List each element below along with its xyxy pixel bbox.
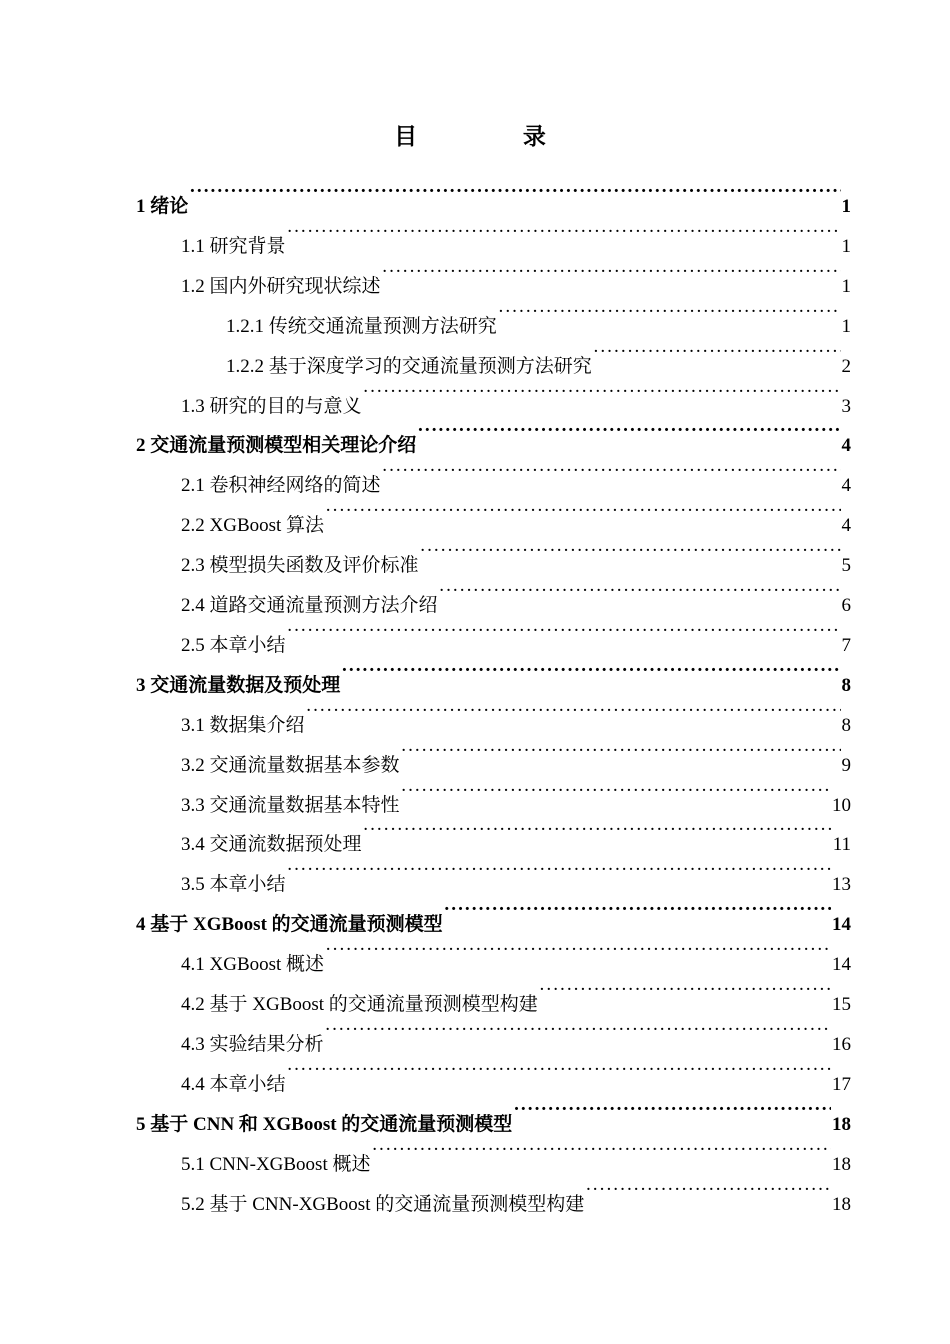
toc-section-entry[interactable] xyxy=(181,930,851,976)
toc-entry-page: 10 xyxy=(832,794,851,816)
toc-entry-label: 3.2 交通流量数据基本参数 xyxy=(181,754,400,776)
toc-entry-label: 2.4 道路交通流量预测方法介绍 xyxy=(181,595,438,616)
toc-leader-dots xyxy=(287,611,841,651)
toc-leader-dots xyxy=(325,491,840,531)
toc-leader-dots xyxy=(444,890,831,930)
toc-leader-dots xyxy=(325,930,831,970)
toc-entry-label: 3.1 数据集介绍 xyxy=(181,714,305,736)
toc-section-entry[interactable] xyxy=(181,970,851,1015)
toc-entry-label: 3.3 交通流量数据基本特性 xyxy=(181,794,400,816)
toc-section-entry[interactable] xyxy=(181,611,851,656)
toc-entry-page: 18 xyxy=(832,1113,851,1135)
toc-leader-dots xyxy=(341,651,840,691)
toc-leader-dots xyxy=(593,332,841,372)
toc-entry-label: 4 基于 XGBoost 的交通流量预测模型 xyxy=(136,914,443,936)
toc-leader-dots xyxy=(420,531,841,571)
toc-entry-page: 9 xyxy=(841,754,851,776)
toc-leader-dots xyxy=(363,810,832,850)
toc-section-entry[interactable] xyxy=(181,691,851,736)
toc-leader-dots xyxy=(539,970,831,1010)
toc-leader-dots xyxy=(382,451,841,491)
toc-leader-dots xyxy=(585,1170,831,1210)
toc-section-entry[interactable] xyxy=(181,1170,851,1215)
toc-section-entry[interactable] xyxy=(181,252,851,297)
toc-subsection-entry[interactable] xyxy=(226,332,851,377)
toc-entry-label: 1.2.2 基于深度学习的交通流量预测方法研究 xyxy=(226,355,592,377)
toc-entry-page: 18 xyxy=(832,1193,851,1215)
toc-entry-label: 3 交通流量数据及预处理 xyxy=(136,674,341,696)
toc-entry-label: 5.1 CNN-XGBoost 概述 xyxy=(181,1153,371,1175)
toc-section-entry[interactable] xyxy=(181,1050,851,1095)
toc-entry-label: 2.5 本章小结 xyxy=(181,634,286,656)
toc-entry-label: 3.4 交通流数据预处理 xyxy=(181,834,362,856)
toc-section-entry[interactable] xyxy=(181,1010,851,1055)
toc-entry-label: 5 基于 CNN 和 XGBoost 的交通流量预测模型 xyxy=(136,1113,513,1135)
toc-section-entry[interactable] xyxy=(181,571,851,616)
toc-entry-page: 1 xyxy=(841,275,851,297)
toc-chapter-entry[interactable] xyxy=(136,411,851,457)
toc-leader-dots xyxy=(382,252,841,292)
toc-entry-page: 2 xyxy=(841,355,851,377)
toc-entry-page: 1 xyxy=(841,235,851,257)
toc-entry-page: 4 xyxy=(841,435,851,457)
toc-entry-page: 11 xyxy=(832,834,851,856)
toc-section-entry[interactable] xyxy=(181,491,851,537)
toc-entry-label: 4.2 基于 XGBoost 的交通流量预测模型构建 xyxy=(181,994,538,1015)
toc-entry-page: 16 xyxy=(832,1033,851,1055)
toc-leader-dots xyxy=(439,571,841,611)
toc-chapter-entry[interactable] xyxy=(136,1090,851,1135)
toc-section-entry[interactable] xyxy=(181,771,851,816)
toc-entry-label: 1.3 研究的目的与意义 xyxy=(181,395,362,417)
toc-entry-page: 4 xyxy=(841,475,851,497)
toc-leader-dots xyxy=(371,1130,831,1170)
toc-entry-page: 14 xyxy=(832,914,851,936)
toc-entry-page: 13 xyxy=(832,874,851,896)
toc-entry-label: 1.2.1 传统交通流量预测方法研究 xyxy=(226,315,497,337)
toc-leader-dots xyxy=(401,771,831,811)
toc-chapter-entry[interactable] xyxy=(136,172,851,217)
toc-section-entry[interactable] xyxy=(181,850,851,896)
toc-entry-label: 1.2 国内外研究现状综述 xyxy=(181,275,381,297)
toc-entry-page: 15 xyxy=(832,994,851,1015)
toc-section-entry[interactable] xyxy=(181,531,851,577)
toc-entry-page: 5 xyxy=(841,555,851,577)
toc-entry-label: 4.1 XGBoost 概述 xyxy=(181,954,325,976)
toc-entry-label: 5.2 基于 CNN-XGBoost 的交通流量预测模型构建 xyxy=(181,1193,585,1215)
toc-entry-page: 14 xyxy=(832,954,851,976)
toc-entry-page: 8 xyxy=(841,674,851,696)
toc-entry-page: 1 xyxy=(841,196,851,217)
toc-leader-dots xyxy=(325,1010,831,1050)
toc-leader-dots xyxy=(363,372,841,412)
toc-section-entry[interactable] xyxy=(181,1130,851,1175)
toc-entry-page: 7 xyxy=(841,634,851,656)
toc-section-entry[interactable] xyxy=(181,372,851,417)
toc-section-entry[interactable] xyxy=(181,451,851,497)
toc-entry-label: 1.1 研究背景 xyxy=(181,235,286,257)
toc-leader-dots xyxy=(189,172,840,212)
toc-section-entry[interactable] xyxy=(181,731,851,776)
toc-entry-label: 2.1 卷积神经网络的简述 xyxy=(181,475,381,497)
toc-leader-dots xyxy=(417,411,840,451)
toc-leader-dots xyxy=(306,691,841,731)
toc-chapter-entry[interactable] xyxy=(136,651,851,696)
toc-entry-page: 1 xyxy=(841,315,851,337)
toc-leader-dots xyxy=(498,292,841,332)
toc-entry-label: 2.3 模型损失函数及评价标准 xyxy=(181,555,419,577)
toc-entry-page: 3 xyxy=(841,395,851,417)
toc-entry-label: 2.2 XGBoost 算法 xyxy=(181,515,325,537)
toc-leader-dots xyxy=(513,1090,831,1130)
toc-entry-label: 4.4 本章小结 xyxy=(181,1073,286,1095)
toc-subsection-entry[interactable] xyxy=(226,292,851,337)
toc-leader-dots xyxy=(287,212,841,252)
toc-entry-page: 18 xyxy=(832,1153,851,1175)
toc-entry-label: 1 绪论 xyxy=(136,196,189,217)
toc-entry-page: 8 xyxy=(841,714,851,736)
toc-entry-label: 2 交通流量预测模型相关理论介绍 xyxy=(136,435,417,457)
toc-entry-page: 17 xyxy=(832,1073,851,1095)
toc-chapter-entry[interactable] xyxy=(136,890,851,936)
toc-title: 目 录 xyxy=(394,124,596,149)
toc-entry-label: 3.5 本章小结 xyxy=(181,874,286,896)
toc-section-entry[interactable] xyxy=(181,810,851,856)
toc-leader-dots xyxy=(287,850,831,890)
toc-entry-page: 6 xyxy=(841,595,851,616)
toc-leader-dots xyxy=(287,1050,831,1090)
toc-section-entry[interactable] xyxy=(181,212,851,257)
toc-entry-page: 4 xyxy=(841,515,851,537)
toc-leader-dots xyxy=(401,731,841,771)
toc-entry-label: 4.3 实验结果分析 xyxy=(181,1033,324,1055)
